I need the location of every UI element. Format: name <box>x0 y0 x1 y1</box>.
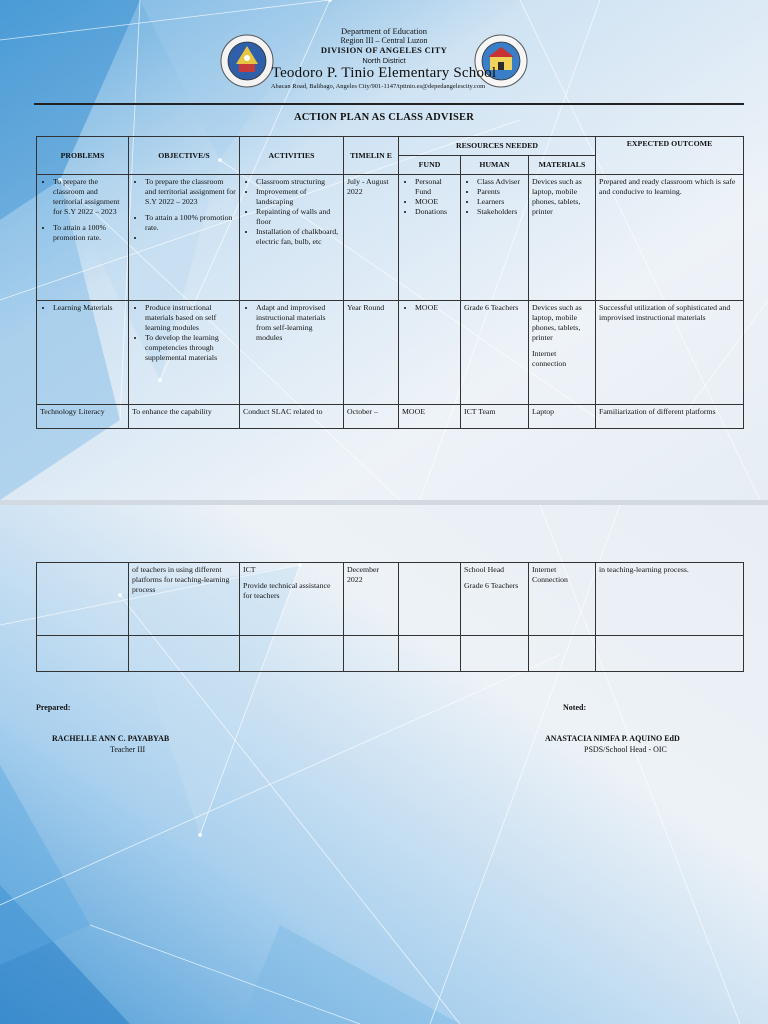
cell-empty <box>461 636 529 672</box>
list-item: • Donations <box>415 207 457 217</box>
activity-line: Provide technical assistance for teachers <box>243 581 331 600</box>
cell-empty <box>596 636 744 672</box>
table-row <box>37 405 744 429</box>
region-name: Region III – Central Luzon <box>340 36 428 45</box>
cell-empty <box>344 636 399 672</box>
header-expected-outcome: EXPECTED OUTCOME <box>596 137 744 175</box>
district-name: North District <box>362 56 406 65</box>
header-resources: RESOURCES NEEDED <box>399 137 596 156</box>
cell-outcome: Familiarization of different platforms <box>596 405 744 429</box>
prepared-position: Teacher III <box>110 745 146 754</box>
noted-position: PSDS/School Head - OIC <box>584 745 667 754</box>
cell-materials: Internet Connection <box>529 563 596 636</box>
cell-fund <box>399 175 461 301</box>
cell-materials: Laptop <box>529 405 596 429</box>
action-plan-table <box>36 136 744 429</box>
activity-line: ICT <box>243 565 256 574</box>
letterhead <box>0 26 768 91</box>
header-fund: FUND <box>399 156 461 175</box>
cell-empty <box>529 636 596 672</box>
cell-empty <box>399 636 461 672</box>
cell-activities <box>240 301 344 405</box>
list-item: • Repainting of walls and floor <box>256 207 340 227</box>
cell-problems: Technology Literacy <box>37 405 129 429</box>
cell-objectives: To enhance the capability <box>129 405 240 429</box>
header-activities: ACTIVITIES <box>240 137 344 175</box>
cell-activities <box>240 563 344 636</box>
cell-objectives <box>129 175 240 301</box>
page-1 <box>0 0 768 500</box>
department-name: Department of Education <box>341 26 427 36</box>
list-item: • Improvement of landscaping <box>256 187 340 207</box>
cell-outcome: Prepared and ready classroom which is safe and conducive to learning. <box>596 175 744 301</box>
list-item: • MOOE <box>415 197 457 207</box>
header-materials: MATERIALS <box>529 156 596 175</box>
noted-name: ANASTACIA NIMFA P. AQUINO EdD <box>545 734 680 743</box>
table-row <box>37 301 744 405</box>
division-name: DIVISION OF ANGELES CITY <box>320 45 448 55</box>
cell-activities: Conduct SLAC related to <box>240 405 344 429</box>
cell-objectives: of teachers in using different platforms for teaching-learning process <box>129 563 240 636</box>
table-row <box>37 175 744 301</box>
cell-outcome: Successful utilization of sophisticated and improvised instructional materials <box>596 301 744 405</box>
cell-human <box>461 563 529 636</box>
list-item: • To prepare the classroom and territorial assignment for S.Y 2022 – 2023 <box>53 177 125 217</box>
list-item: • Stakeholders <box>477 207 525 217</box>
header-problems: PROBLEMS <box>37 137 129 175</box>
cell-outcome: in teaching-learning process. <box>596 563 744 636</box>
cell-human <box>461 175 529 301</box>
header-objectives: OBJECTIVE/S <box>129 137 240 175</box>
list-item: • To attain a 100% promotion rate. <box>145 213 236 233</box>
list-item: • To prepare the classroom and territorial assignment for S.Y 2022 – 2023 <box>145 177 236 207</box>
list-item: • To attain a 100% promotion rate. <box>53 223 125 243</box>
school-name: Teodoro P. Tinio Elementary School <box>271 65 497 81</box>
school-address: Abacan Road, Balibago, Angeles City/901-1147/tptinio.es@depedangelescity.com <box>270 83 486 90</box>
materials-line: Internet connection <box>532 349 567 368</box>
list-item <box>145 233 236 243</box>
list-item: • Learning Materials <box>53 303 125 313</box>
cell-timeline: October – <box>344 405 399 429</box>
noted-label: Noted: <box>563 703 587 712</box>
cell-materials: Devices such as laptop, mobile phones, tablets, printer <box>529 175 596 301</box>
cell-materials <box>529 301 596 405</box>
cell-problems <box>37 301 129 405</box>
list-item: • Parents <box>477 187 525 197</box>
cell-problems <box>37 563 129 636</box>
cell-timeline: July - August 2022 <box>344 175 399 301</box>
table-row <box>37 563 744 636</box>
list-item: • Installation of chalkboard, electric fan, bulb, etc <box>256 227 340 247</box>
list-item: • Classroom structuring <box>256 177 340 187</box>
cell-fund: MOOE <box>399 405 461 429</box>
table-row <box>37 636 744 672</box>
human-line: School Head <box>464 565 505 574</box>
header-human: HUMAN <box>461 156 529 175</box>
cell-timeline: Year Round <box>344 301 399 405</box>
cell-fund <box>399 301 461 405</box>
header-timeline: TIMELIN E <box>344 137 399 175</box>
cell-problems <box>37 175 129 301</box>
list-item: • Adapt and improvised instructional materials from self-learning modules <box>256 303 340 343</box>
cell-empty <box>37 636 129 672</box>
page-2 <box>0 505 768 1024</box>
cell-timeline: December 2022 <box>344 563 399 636</box>
cell-objectives <box>129 301 240 405</box>
header-divider <box>34 103 744 105</box>
cell-empty <box>240 636 344 672</box>
cell-human: ICT Team <box>461 405 529 429</box>
prepared-label: Prepared: <box>36 703 71 712</box>
list-item: • To develop the learning competencies through supplemental materials <box>145 333 236 363</box>
cell-human: Grade 6 Teachers <box>461 301 529 405</box>
prepared-name: RACHELLE ANN C. PAYABYAB <box>52 734 170 743</box>
list-item: • Personal Fund <box>415 177 457 197</box>
materials-line: Devices such as laptop, mobile phones, tablets, printer <box>532 303 582 342</box>
action-plan-table-continued <box>36 562 744 672</box>
list-item: • Learners <box>477 197 525 207</box>
cell-fund <box>399 563 461 636</box>
human-line: Grade 6 Teachers <box>464 581 519 590</box>
cell-activities <box>240 175 344 301</box>
list-item: • Produce instructional materials based on self learning modules <box>145 303 236 333</box>
document-title: ACTION PLAN AS CLASS ADVISER <box>293 112 475 123</box>
list-item: • Class Adviser <box>477 177 525 187</box>
list-item: • MOOE <box>415 303 457 313</box>
cell-empty <box>129 636 240 672</box>
